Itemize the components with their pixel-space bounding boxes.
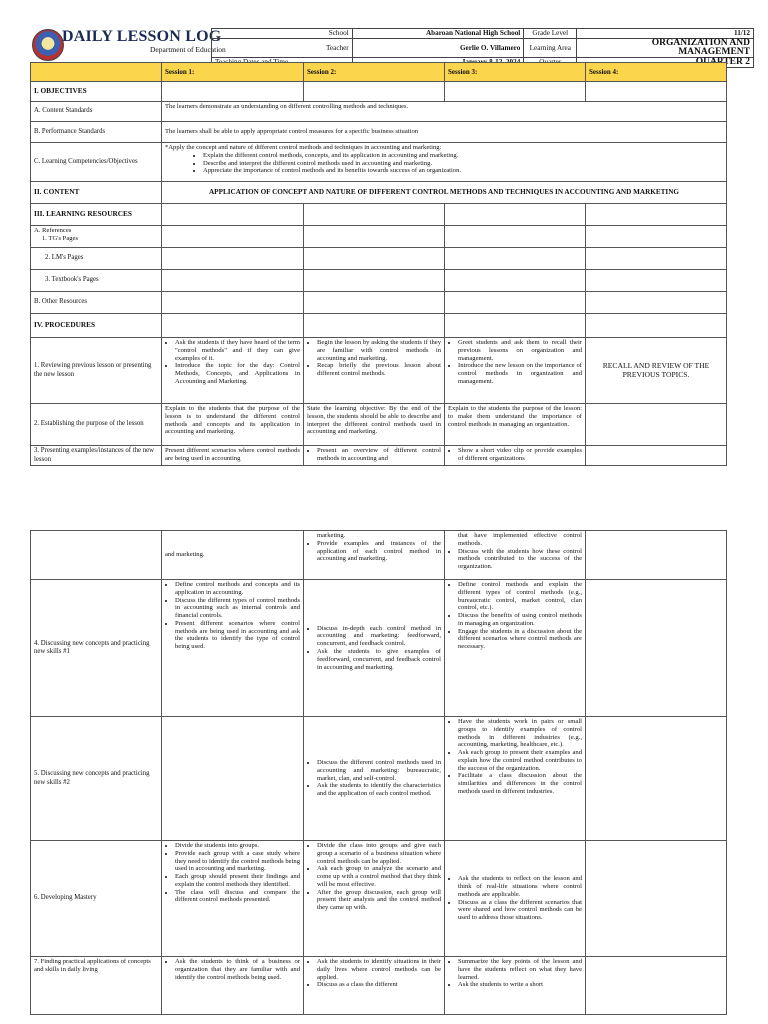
content-heading: II. CONTENT [31, 182, 162, 204]
procedure-6-label: 6. Developing Mastery [31, 841, 162, 957]
list-item: • Discuss the different control methods used in accounting and marketing: bureaucratic, market, clan, and self-control. [317, 759, 441, 782]
procedure-1-row [31, 338, 727, 404]
objectives-heading: I. OBJECTIVES [31, 82, 162, 102]
school-value: Abaroan National High School [352, 29, 524, 39]
session-header-row [31, 63, 727, 82]
procedure-1-label: 1. Reviewing previous lesson or presenting the new lesson [31, 338, 162, 404]
continued-text: marketing. [317, 532, 346, 539]
list-item: • Discuss with the students how these control methods contributed to the success of the organization. [458, 548, 582, 571]
procedure-3-session-3 [445, 446, 586, 466]
list-item: • Divide the class into groups and give each group a scenario of a business situation where control methods can be applied. [317, 842, 441, 865]
log-header [30, 28, 754, 67]
dates-value: January 8-12, 2024 [352, 58, 524, 68]
quarter-value: QUARTER 2 [577, 58, 754, 68]
procedure-7-session-2 [304, 957, 445, 1015]
resources-row [31, 204, 727, 226]
procedure-3-continued-row [31, 531, 727, 580]
list-item: • Ask each group to present their examples and explain how the control method contributes to the success of the organization. [458, 749, 582, 772]
lm-pages-row [31, 248, 727, 270]
content-text: APPLICATION OF CONCEPT AND NATURE OF DIFFERENT CONTROL METHODS AND TECHNIQUES IN ACCOUNTING AND MARKETING [162, 182, 727, 204]
list-item: • Discuss as a class the different [317, 981, 441, 989]
dates-label: Teaching Dates and Time [212, 58, 353, 68]
list-item: • Discuss the benefits of using control methods in managing an organization. [458, 612, 582, 628]
session-4-header: Session 4: [586, 63, 727, 82]
list-item: • Present an overview of different control methods in accounting and [317, 447, 441, 463]
procedure-1-session-3 [445, 338, 586, 404]
list-item: • Show a short video clip or provide examples of different organizations [458, 447, 582, 463]
competencies-intro: *Apply the concept and nature of different control methods and techniques in accounting and marketing: [165, 144, 442, 151]
competency-item: • Appreciate the importance of control methods and its benefits towards success of an organization. [203, 167, 723, 175]
procedure-7-row [31, 957, 727, 1015]
procedures-heading: IV. PROCEDURES [31, 314, 162, 338]
procedure-2-row [31, 404, 727, 446]
procedure-5-session-3 [445, 717, 586, 841]
list-item: • Each group should present their findings and explain the control methods they identified. [175, 873, 300, 889]
session-2-header: Session 2: [304, 63, 445, 82]
list-item: • Have the students work in pairs or small groups to identify examples of control methods in different industries (e.g., accounting, marketing, healthcare, etc.). [458, 718, 582, 749]
procedure-7-session-3 [445, 957, 586, 1015]
list-item: • Ask the students to identify situations in their daily lives where control methods can be applied. [317, 958, 441, 981]
competencies-cell [162, 143, 727, 182]
lesson-log-table-page1 [30, 62, 727, 466]
page-gap [0, 470, 768, 530]
list-item: • Present different scenarios where control methods are being used in accounting and ask the students to identify the type of control being used. [175, 620, 300, 651]
competencies-label: C. Learning Competencies/Objectives [31, 143, 162, 182]
objectives-row [31, 82, 727, 102]
competencies-list [165, 152, 723, 175]
page-two [0, 530, 768, 1024]
content-standards-label: A. Content Standards [31, 102, 162, 122]
procedure-7-session-1 [162, 957, 304, 1015]
department-name: Department of Education [150, 45, 226, 54]
list-item: • Summarize the key points of the lesson and have the students reflect on what they have learned. [458, 958, 582, 981]
procedures-row [31, 314, 727, 338]
list-item: • The class will discuss and compare the different control methods presented. [175, 889, 300, 905]
list-item: • Divide the students into groups. [175, 842, 300, 850]
procedure-4-session-1 [162, 580, 304, 717]
performance-standards-label: B. Performance Standards [31, 122, 162, 143]
content-standards-row [31, 102, 727, 122]
content-row [31, 182, 727, 204]
other-resources-label: B. Other Resources [31, 292, 162, 314]
list-item: • Discuss as a class the different scenarios that were shared and how control methods can be used to address those situations. [458, 899, 582, 922]
grade-value: 11/12 [577, 29, 754, 39]
list-item: • After the group discussion, each group will present their analysis and the control method they came up with. [317, 889, 441, 912]
performance-standards-row [31, 122, 727, 143]
procedure-6-session-1 [162, 841, 304, 957]
log-title: DAILY LESSON LOG [62, 28, 222, 45]
competency-item: • Explain the different control methods, concepts, and its application in accounting and marketing. [203, 152, 723, 160]
list-item: • Discuss in-depth each control method in accounting and marketing: feedforward, concurrent, and feedback control. [317, 625, 441, 648]
procedure-1-session-1 [162, 338, 304, 404]
competencies-row [31, 143, 727, 182]
session-3-header: Session 3: [445, 63, 586, 82]
procedure-3-session-3-cont [445, 531, 586, 580]
procedure-3-session-1-cont: and marketing. [162, 531, 304, 580]
tg-pages-label: 1. TG's Pages [42, 234, 79, 242]
procedure-2-session-3: Explain to the students the purpose of the lesson: to make them understand the importance of control methods in managing an organization. [445, 404, 586, 446]
references-cell [31, 226, 162, 248]
procedure-4-label: 4. Discussing new concepts and practicing new skills #1 [31, 580, 162, 717]
teacher-label: Teacher [212, 39, 353, 58]
resources-heading: III. LEARNING RESOURCES [31, 204, 162, 226]
textbook-pages-row [31, 270, 727, 292]
session-1-header: Session 1: [162, 63, 304, 82]
other-resources-row [31, 292, 727, 314]
list-item: • Recap briefly the previous lesson about different control methods. [317, 362, 441, 378]
list-item: • Introduce the topic for the day: Control Methods, Concepts, and Applications in Accounting and Marketing. [175, 362, 300, 385]
continued-text: that have implemented effective control methods. [458, 532, 582, 547]
procedure-4-session-2 [304, 580, 445, 717]
list-item: • Ask the students if they have heard of the term "control methods" and if they can give examples of it. [175, 339, 300, 362]
references-label: A. References [34, 227, 72, 234]
list-item: • Ask the students to reflect on the lesson and think of real-life situations where control methods are applicable. [458, 875, 582, 898]
list-item: • Define control methods and concepts and its application in accounting. [175, 581, 300, 597]
procedure-6-session-3 [445, 841, 586, 957]
list-item: • Discuss the different types of control methods in accounting such as internal controls and financial controls. [175, 597, 300, 620]
list-item: • Ask the students to write a short [458, 981, 582, 989]
procedure-3-session-2-cont [304, 531, 445, 580]
procedure-3-label: 3. Presenting examples/instances of the new lesson [31, 446, 162, 466]
area-value: ORGANIZATION AND MANAGEMENT [577, 39, 754, 58]
area-label: Learning Area [524, 39, 577, 58]
procedure-6-row [31, 841, 727, 957]
list-item: • Provide examples and instances of the application of each control method in accounting and marketing. [317, 540, 441, 563]
list-item: • Provide each group with a case study where they need to identify the control methods being used in accounting and marketing. [175, 850, 300, 873]
list-item: • Facilitate a class discussion about the similarities and differences in the control methods used in different industries. [458, 772, 582, 795]
procedure-5-session-2 [304, 717, 445, 841]
list-item: • Ask the students to identify the characteristics and the application of each control method. [317, 782, 441, 798]
procedure-4-session-3 [445, 580, 586, 717]
page-one [0, 0, 768, 470]
competency-item: • Describe and interpret the different control methods used in accounting and marketing. [203, 160, 723, 168]
quarter-label: Quarter [524, 58, 577, 68]
grade-label: Grade Level [524, 29, 577, 39]
textbook-pages-label: 3. Textbook's Pages [31, 270, 162, 292]
tg-pages-row [31, 226, 727, 248]
procedure-5-row [31, 717, 727, 841]
deped-seal-icon [32, 29, 64, 61]
teacher-value: Gerlie O. Villamero [352, 39, 524, 58]
list-item: • Greet students and ask them to recall their previous lessons on organization and management. [458, 339, 582, 362]
list-item: • Define control methods and explain the different types of control methods (e.g., bureaucratic control, market control, clan control, etc.). [458, 581, 582, 612]
procedure-2-session-2: State the learning objective: By the end of the lesson, the students should be able to describe and interpret the different control methods used in accounting and marketing. [304, 404, 445, 446]
performance-standards-text: The learners shall be able to apply appropriate control measures for a specific business situation [162, 122, 727, 143]
lm-pages-label: 2. LM's Pages [31, 248, 162, 270]
list-item: • Ask the students to think of a business or organization that they are familiar with and identify the control methods being used. [175, 958, 300, 981]
procedure-3-session-1: Present different scenarios where control methods are being used in accounting [162, 446, 304, 466]
procedure-7-label: 7. Finding practical applications of concepts and skills in daily living [31, 957, 162, 1015]
procedure-1-session-4: RECALL AND REVIEW OF THE PREVIOUS TOPICS. [586, 338, 727, 404]
procedure-4-row [31, 580, 727, 717]
list-item: • Ask each group to analyze the scenario and come up with a control method that they think will be most effective. [317, 865, 441, 888]
procedure-6-session-2 [304, 841, 445, 957]
list-item: • Begin the lesson by asking the students if they are familiar with control methods in accounting and marketing. [317, 339, 441, 362]
content-standards-text: The learners demonstrate an understanding on different controlling methods and techniques. [162, 102, 727, 122]
procedure-2-session-1: Explain to the students that the purpose of the lesson is to understand the different control methods and concepts and its application in accounting and marketing. [162, 404, 304, 446]
lesson-log-table-page2 [30, 530, 727, 1015]
procedure-2-label: 2. Establishing the purpose of the lesson [31, 404, 162, 446]
procedure-5-label: 5. Discussing new concepts and practicing new skills #2 [31, 717, 162, 841]
list-item: • Introduce the new lesson on the importance of control methods in organization and management. [458, 362, 582, 385]
school-label: School [212, 29, 353, 39]
procedure-3-session-2 [304, 446, 445, 466]
list-item: • Engage the students in a discussion about the different scenarios where control methods are necessary. [458, 628, 582, 651]
list-item: • Ask the students to give examples of feedforward, concurrent, and feedback control in accounting and marketing. [317, 648, 441, 671]
procedure-1-session-2 [304, 338, 445, 404]
procedure-3-row [31, 446, 727, 466]
